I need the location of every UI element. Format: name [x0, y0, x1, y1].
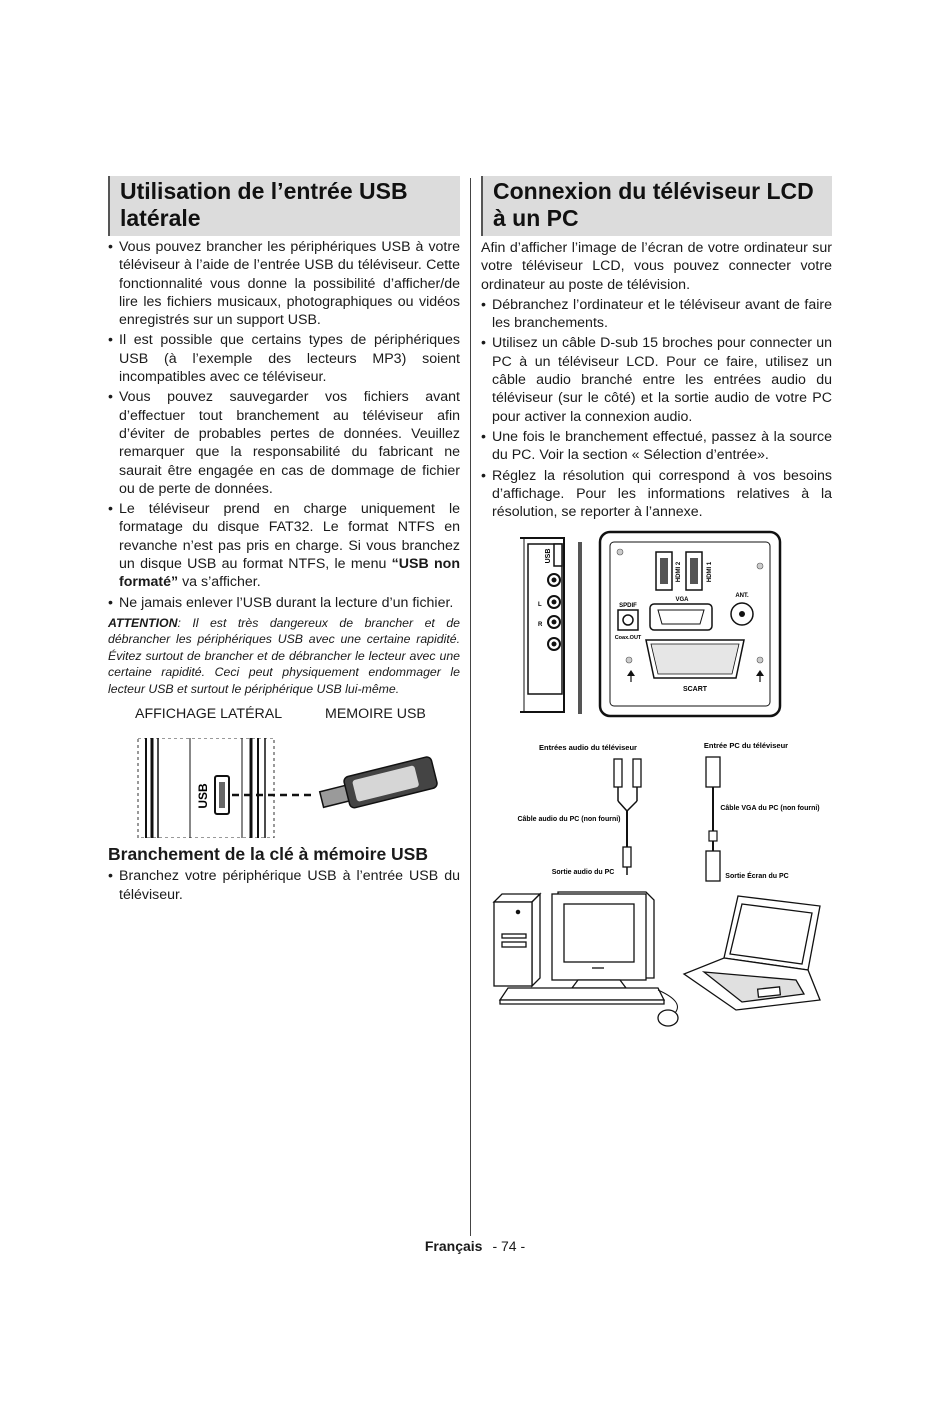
list-item: • Débranchez l’ordinateur et le téléviseur avant de faire les branchements. [481, 296, 832, 332]
usb-connection-illustration [108, 738, 460, 838]
pc-audio-cable-label: Câble audio du PC (non fourni) [517, 816, 621, 823]
audio-r-label: R [538, 622, 543, 628]
left-column [108, 176, 460, 904]
right-column [481, 176, 832, 521]
caption-side-view: AFFICHAGE LATÉRAL [135, 706, 283, 723]
usb-connection-subheading: Branchement de la clé à mémoire USB [108, 844, 428, 865]
usb-section-heading: Utilisation de l’entrée USB latérale [108, 176, 460, 236]
pc-screen-out-label: Sortie Écran du PC [725, 873, 789, 880]
hdmi2-label: HDMI 2 [676, 561, 682, 583]
vga-label: VGA [675, 597, 689, 603]
keyboard [500, 988, 664, 1004]
page-number: - 74 - [492, 1238, 526, 1254]
list-item: • Une fois le branchement effectué, passez à la source du PC. Voir la section « Sélection d’entrée». [481, 428, 832, 464]
pc-cable-diagram [494, 735, 834, 885]
usb-port-label: USB [196, 783, 210, 810]
attention-note: ATTENTION: Il est très dangereux de brancher et de débrancher les périphériques USB avec une certaine rapidité. Évitez surtout de brancher et de débrancher le lecteur avec une certaine rapidité. Ceci peut physiquement endommager le lecteur USB et surtout le périphérique USB lui-même. [108, 615, 460, 696]
mouse [658, 1010, 678, 1026]
list-item: • Vous pouvez sauvegarder vos fichiers avant d’effectuer tout branchement au téléviseur afin d’éviter de probables pertes de données. Veuillez remarquer que la responsabilité du fabricant ne saurait être engagée en cas de dommage de fichier ou de perte de données. [108, 389, 460, 497]
desktop-tower [494, 894, 540, 986]
side-usb-port [554, 544, 562, 566]
hdmi1-label: HDMI 1 [707, 561, 713, 583]
crt-monitor [552, 892, 654, 988]
usb-port-inner [219, 782, 225, 808]
side-usb-label: USB [545, 548, 552, 564]
footer-language: Français [424, 1238, 483, 1254]
page-footer [0, 1238, 950, 1254]
pc-bullet-list [481, 296, 832, 522]
column-divider [470, 178, 471, 1236]
pc-section-heading: Connexion du téléviseur LCD à un PC [481, 176, 832, 236]
list-item: • Ne jamais enlever l’USB durant la lecture d’un fichier. [108, 594, 454, 611]
usb-bullet-list [108, 238, 460, 612]
tv-side-panel [520, 538, 582, 714]
vga-cable-label: Câble VGA du PC (non fourni) [720, 805, 820, 812]
list-item: • Réglez la résolution qui correspond à vos besoins d’affichage. Pour les informations relatives à la résolution, se reporter à l’annexe. [481, 467, 832, 521]
computers-illustration [490, 888, 830, 1028]
list-item: • Branchez votre périphérique USB à l’entrée USB du téléviseur. [108, 868, 460, 903]
list-item: • Il est possible que certains types de périphériques USB (à l’exemple des lecteurs MP3) soient incompatibles avec ce téléviseur. [108, 332, 460, 386]
tv-audio-in-label: Entrées audio du téléviseur [539, 743, 637, 752]
list-item: • Le téléviseur prend en charge uniquement le formatage du disque FAT32. Le format NTFS en revanche n’est pas pris en charge. Si vous branchez un disque USB au format NTFS, le menu “USB non formaté” va s’afficher. [108, 501, 461, 591]
pc-audio-out-label: Sortie audio du PC [551, 869, 615, 876]
vga-cable [706, 757, 720, 881]
caption-usb-memory: MEMOIRE USB [325, 706, 426, 723]
usb-memory-stick [318, 756, 438, 815]
usb-connection-list [108, 867, 460, 904]
usb-figure-captions [108, 706, 460, 726]
laptop [684, 896, 820, 1010]
tv-connector-panel-diagram [514, 530, 784, 720]
spdif-label: SPDIF [619, 603, 637, 609]
list-item: • Vous pouvez brancher les périphériques USB à votre téléviseur à l’aide de l’entrée USB du téléviseur. Cette fonctionnalité vous donne la possibilité d’afficher/de lire les fichiers musicaux, photographiques ou vidéos enregistrés sur un support USB. [108, 239, 460, 329]
pc-intro-paragraph: Afin d’afficher l’image de l’écran de votre ordinateur sur votre téléviseur LCD, vous pouvez connecter votre ordinateur au poste de télévision. [481, 240, 832, 293]
ant-label: ANT. [735, 593, 749, 599]
audio-l-label: L [538, 602, 542, 608]
coax-label: Coax.OUT [614, 635, 642, 641]
tv-rear-panel [600, 532, 780, 716]
list-item: • Utilisez un câble D-sub 15 broches pour connecter un PC à un téléviseur LCD. Pour ce faire, utilisez un câble audio branché entre les entrées audio du téléviseur (sur le côté) et la sortie audio de votre PC pour activer la connexion audio. [481, 335, 832, 425]
tv-pc-in-label: Entrée PC du téléviseur [703, 741, 789, 750]
scart-label: SCART [682, 686, 708, 693]
